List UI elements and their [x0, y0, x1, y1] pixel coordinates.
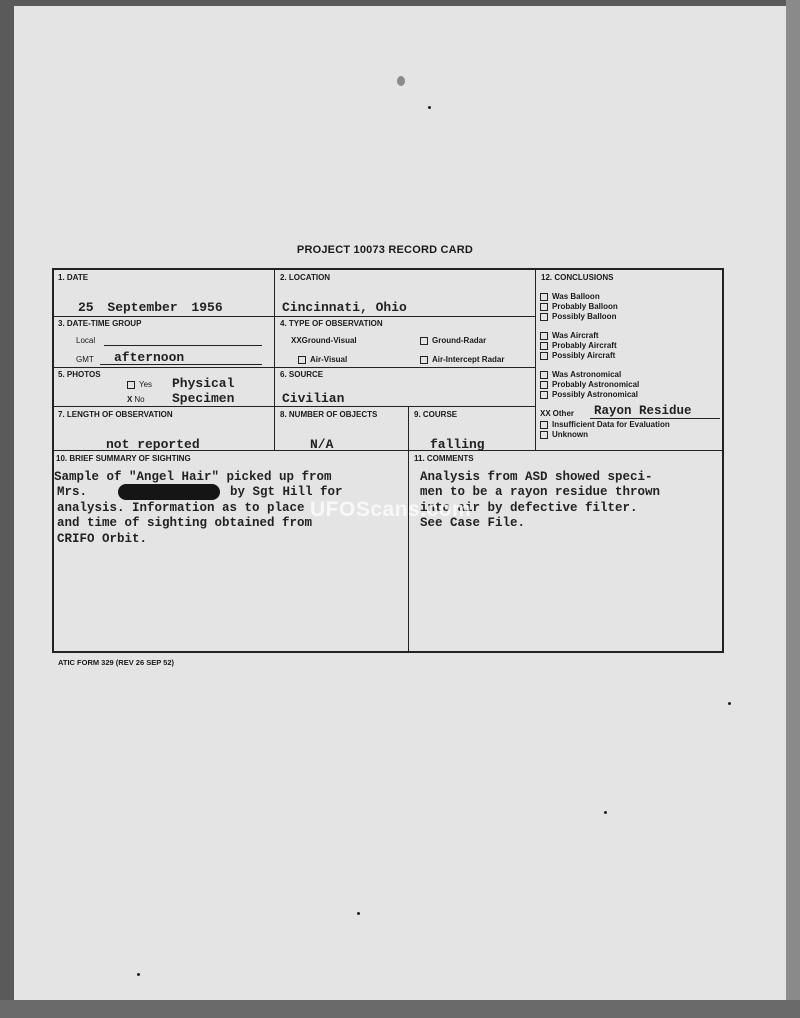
grid-line: [535, 268, 536, 450]
air-intercept-option: [420, 355, 504, 364]
conclusion-was-aircraft: Was Aircraft: [540, 331, 599, 341]
ground-visual-mark: XX: [291, 336, 302, 345]
source-value: Civilian: [282, 391, 345, 406]
checkbox-icon: [540, 371, 548, 379]
paper-speck: [604, 811, 607, 814]
checkbox-icon: [540, 332, 548, 340]
paper-speck: [357, 912, 360, 915]
conclusion-probably-balloon: Probably Balloon: [540, 302, 618, 312]
checkbox-icon: [540, 313, 548, 321]
photos-no-option: [127, 395, 145, 404]
paper-speck: [137, 973, 140, 976]
objects-label: 8. NUMBER OF OBJECTS: [280, 410, 378, 419]
air-visual-label: Air-Visual: [310, 355, 348, 364]
checkbox-icon: [540, 303, 548, 311]
conclusion-possibly-astronomical: Possibly Astronomical: [540, 390, 638, 400]
checkbox-icon: [540, 391, 548, 399]
ground-radar-label: Ground-Radar: [432, 336, 487, 345]
date-value: 25 September 1956: [78, 300, 223, 315]
type-obs-label: 4. TYPE OF OBSERVATION: [280, 319, 383, 328]
card-title: PROJECT 10073 RECORD CARD: [296, 244, 474, 256]
paper-speck: [728, 702, 731, 705]
summary-label: 10. BRIEF SUMMARY OF SIGHTING: [56, 454, 191, 463]
grid-line: [408, 406, 409, 652]
checkbox-icon: [540, 352, 548, 360]
summary-line3: analysis. Information as to place: [57, 501, 305, 515]
conclusion-insufficient: Insufficient Data for Evaluation: [540, 420, 670, 430]
watermark: UFOScans.com: [310, 498, 472, 521]
grid-line: [52, 316, 536, 317]
photos-yes-option: [127, 380, 152, 389]
checkbox-icon: [420, 337, 428, 345]
scan-edge-bottom: [0, 1000, 800, 1018]
location-label: 2. LOCATION: [280, 273, 331, 282]
other-line: [590, 418, 720, 419]
checkbox-icon: [540, 293, 548, 301]
scan-edge-right: [786, 0, 800, 1018]
comments-line3: into air by defective filter.: [420, 501, 638, 515]
photos-value-line1: Physical: [172, 376, 235, 391]
dtg-local-label: Local: [76, 336, 96, 345]
location-value: Cincinnati, Ohio: [282, 300, 407, 315]
date-label: 1. DATE: [58, 273, 89, 282]
length-label: 7. LENGTH OF OBSERVATION: [58, 410, 173, 419]
photos-no-label: No: [134, 395, 145, 404]
length-value: not reported: [106, 437, 200, 452]
checkbox-icon: [420, 356, 428, 364]
comments-line2: men to be a rayon residue thrown: [420, 485, 661, 499]
other-value: Rayon Residue: [594, 404, 692, 418]
checkbox-icon: [540, 381, 548, 389]
conclusion-probably-astronomical: Probably Astronomical: [540, 380, 639, 390]
dtg-label: 3. DATE-TIME GROUP: [58, 319, 142, 328]
course-label: 9. COURSE: [414, 410, 458, 419]
grid-line: [274, 268, 275, 450]
comments-label: 11. COMMENTS: [414, 454, 474, 463]
conclusion-unknown: Unknown: [540, 430, 588, 440]
dtg-local-line: [104, 345, 262, 346]
checkbox-icon: [540, 421, 548, 429]
air-visual-option: [298, 355, 347, 364]
course-value: falling: [430, 437, 485, 452]
source-label: 6. SOURCE: [280, 370, 324, 379]
paper-mark: [397, 76, 405, 86]
dtg-gmt-label: GMT: [76, 355, 94, 364]
checkbox-icon: [540, 431, 548, 439]
photos-yes-label: Yes: [139, 380, 153, 389]
photos-value-line2: Specimen: [172, 391, 235, 406]
dtg-gmt-value: afternoon: [114, 350, 185, 365]
ground-visual-option: [291, 336, 357, 345]
conclusion-probably-aircraft: Probably Aircraft: [540, 341, 617, 351]
conclusion-was-balloon: Was Balloon: [540, 292, 600, 302]
ground-visual-label: Ground-Visual: [301, 336, 357, 345]
checkbox-icon: [298, 356, 306, 364]
ground-radar-option: [420, 336, 486, 345]
checkbox-icon: [540, 342, 548, 350]
summary-line2a: Mrs.: [57, 485, 88, 499]
redaction-mark: [118, 484, 220, 500]
summary-line2b: by Sgt Hill for: [230, 485, 343, 499]
objects-value: N/A: [310, 437, 334, 452]
grid-line: [52, 367, 536, 368]
conclusion-other: [540, 409, 574, 419]
form-number: ATIC FORM 329 (REV 26 SEP 52): [58, 658, 175, 667]
photos-label: 5. PHOTOS: [58, 370, 101, 379]
other-mark: XX: [540, 409, 551, 418]
conclusion-was-astronomical: Was Astronomical: [540, 370, 621, 380]
conclusions-label: 12. CONCLUSIONS: [541, 273, 614, 282]
comments-line1: Analysis from ASD showed speci-: [420, 470, 653, 484]
photos-no-mark: X: [127, 395, 133, 404]
air-intercept-label: Air-Intercept Radar: [432, 355, 505, 364]
conclusion-possibly-aircraft: Possibly Aircraft: [540, 351, 615, 361]
summary-line4: and time of sighting obtained from: [57, 516, 313, 530]
checkbox-icon: [127, 381, 135, 389]
summary-line1: Sample of "Angel Hair" picked up from: [54, 470, 332, 484]
grid-line: [52, 406, 536, 407]
conclusion-possibly-balloon: Possibly Balloon: [540, 312, 616, 322]
summary-line5: CRIFO Orbit.: [57, 532, 148, 546]
paper-speck: [428, 106, 431, 109]
other-label: Other: [552, 409, 575, 418]
comments-line4: See Case File.: [420, 516, 526, 530]
